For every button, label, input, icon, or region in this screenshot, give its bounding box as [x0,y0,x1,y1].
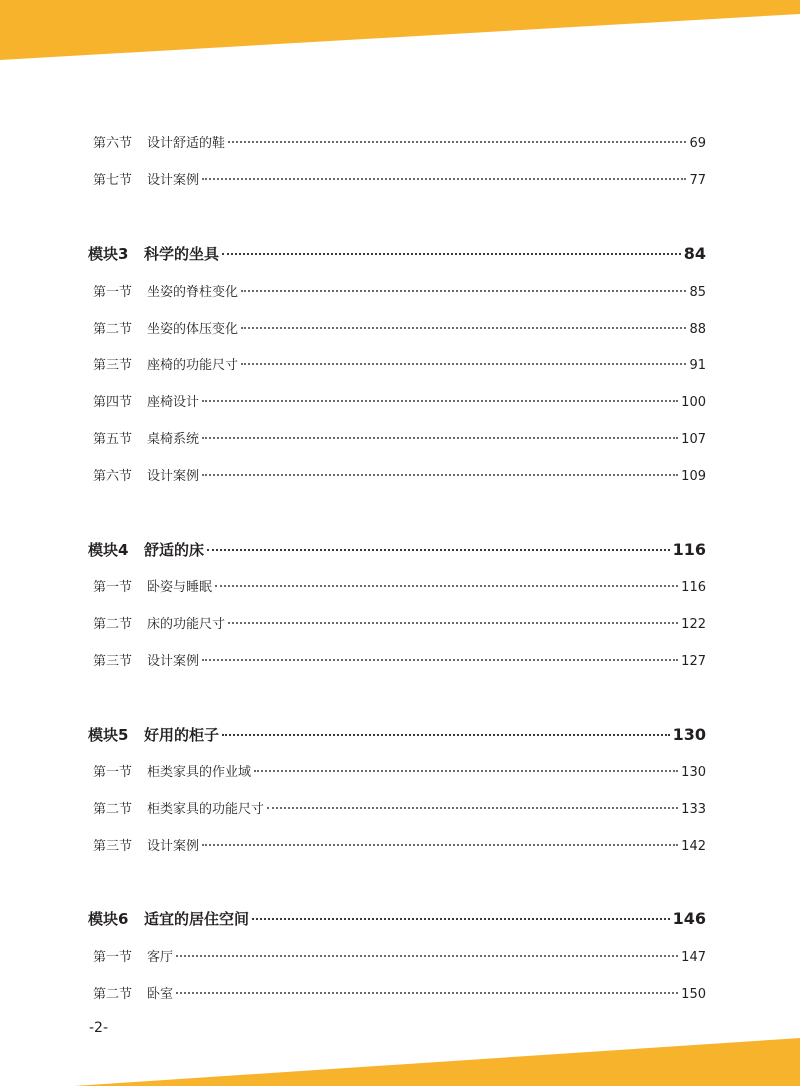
section-title: 设计案例 [147,173,200,188]
toc-entry[interactable] [93,318,706,337]
toc-entry[interactable] [93,798,706,817]
page-number: 91 [689,358,706,373]
section-title: 客厅 [147,950,174,965]
page-number: 116 [672,540,706,559]
section-title: 设计案例 [147,654,200,669]
page-number: 77 [689,173,706,188]
toc-entry[interactable] [93,650,706,669]
section-title: 设计案例 [147,839,200,854]
page-number: 127 [681,654,706,669]
page-number: 109 [681,469,706,484]
module-title: 舒适的床 [144,541,205,559]
section-number: 第一节 [93,765,133,780]
toc-module-entry[interactable] [88,243,706,264]
section-number: 第一节 [93,580,133,595]
toc-entry[interactable] [93,354,706,373]
page-number: 133 [681,802,706,817]
dot-leader [241,290,686,292]
toc-module-entry[interactable] [88,724,706,745]
page-number: 130 [681,765,706,780]
section-number: 第一节 [93,950,133,965]
section-number: 第三节 [93,358,133,373]
section-title: 设计舒适的鞋 [147,136,226,151]
dot-leader [228,622,678,624]
section-title: 坐姿的脊柱变化 [147,285,239,300]
dot-leader [222,734,670,736]
page-number: 130 [672,725,706,744]
module-title: 好用的柜子 [144,726,220,744]
page-number: 147 [681,950,706,965]
section-title: 坐姿的体压变化 [147,322,239,337]
page-number: 107 [681,432,706,447]
page-number: 69 [689,136,706,151]
dot-leader [207,549,670,551]
section-title: 卧姿与睡眠 [147,580,213,595]
module-number: 模块4 [88,541,129,559]
section-title: 设计案例 [147,469,200,484]
toc-entry[interactable] [93,761,706,780]
section-number: 第六节 [93,136,133,151]
section-number: 第二节 [93,802,133,817]
toc-entry[interactable] [93,132,706,151]
section-number: 第二节 [93,617,133,632]
toc-entry[interactable] [93,465,706,484]
page-number: 150 [681,987,706,1002]
section-number: 第四节 [93,395,133,410]
module-title: 科学的坐具 [144,245,220,263]
dot-leader [267,807,678,809]
section-title: 座椅设计 [147,395,200,410]
section-title: 柜类家具的功能尺寸 [147,802,265,817]
dot-leader [228,141,686,143]
dot-leader [202,659,678,661]
dot-leader [241,327,686,329]
page-number: 116 [681,580,706,595]
page-number: 88 [689,322,706,337]
dot-leader [202,400,678,402]
section-number: 第二节 [93,987,133,1002]
toc-entry[interactable] [93,576,706,595]
section-title: 座椅的功能尺寸 [147,358,239,373]
page-number: 85 [689,285,706,300]
page-number: 142 [681,839,706,854]
dot-leader [252,918,670,920]
section-number: 第七节 [93,173,133,188]
dot-leader [222,253,681,255]
toc-entry[interactable] [93,281,706,300]
page-number: 146 [672,909,706,928]
page-number: 122 [681,617,706,632]
module-number: 模块6 [88,910,129,928]
dot-leader [202,844,678,846]
toc-entry[interactable] [93,983,706,1002]
dot-leader [215,585,678,587]
page-number: 84 [683,244,706,263]
page-number: 100 [681,395,706,410]
section-number: 第六节 [93,469,133,484]
toc-entry[interactable] [93,391,706,410]
toc-entry[interactable] [93,428,706,447]
section-number: 第一节 [93,285,133,300]
section-number: 第五节 [93,432,133,447]
section-title: 床的功能尺寸 [147,617,226,632]
toc-entry[interactable] [93,835,706,854]
toc-entry[interactable] [93,613,706,632]
section-title: 桌椅系统 [147,432,200,447]
dot-leader [254,770,678,772]
section-number: 第二节 [93,322,133,337]
section-number: 第三节 [93,654,133,669]
dot-leader [176,992,678,994]
section-number: 第三节 [93,839,133,854]
toc-module-entry[interactable] [88,908,706,929]
module-number: 模块5 [88,726,129,744]
module-title: 适宜的居住空间 [144,910,250,928]
dot-leader [202,437,678,439]
page-folio: -2- [89,1020,109,1036]
dot-leader [202,178,686,180]
section-title: 卧室 [147,987,174,1002]
section-title: 柜类家具的作业域 [147,765,252,780]
toc-entry[interactable] [93,946,706,965]
dot-leader [241,363,686,365]
toc-module-entry[interactable] [88,539,706,560]
module-number: 模块3 [88,245,129,263]
dot-leader [176,955,678,957]
dot-leader [202,474,678,476]
toc-entry[interactable] [93,169,706,188]
